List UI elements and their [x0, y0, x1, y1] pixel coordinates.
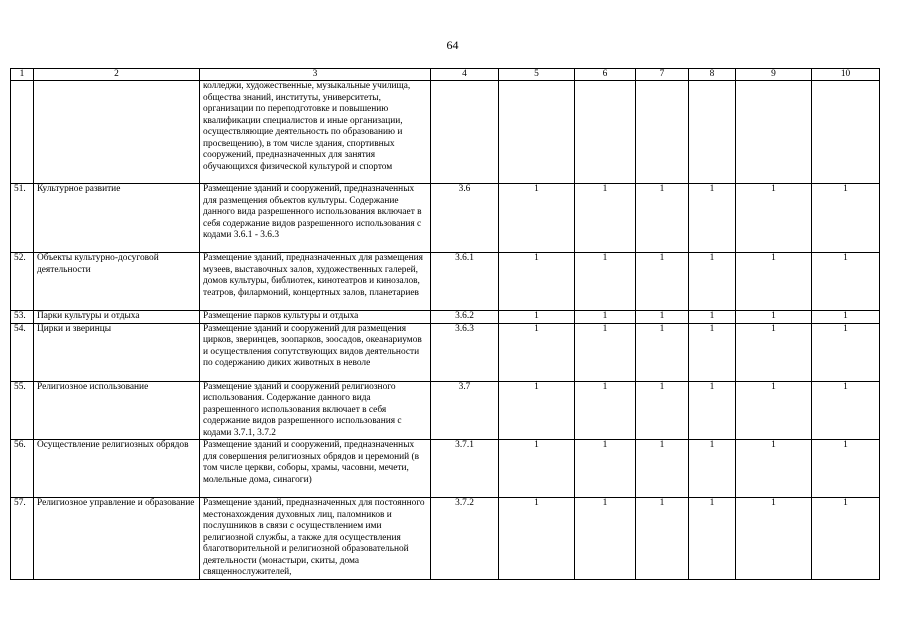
cell-value: 1 [499, 323, 575, 381]
cell-value: 1 [812, 323, 880, 381]
column-header: 6 [575, 69, 636, 81]
cell-name [34, 81, 200, 184]
cell-value: 1 [575, 498, 636, 580]
cell-value: 1 [575, 184, 636, 253]
cell-code: 3.6.1 [431, 253, 499, 311]
page-number: 64 [446, 38, 459, 52]
cell-num: 56. [11, 440, 34, 498]
cell-value: 1 [689, 253, 736, 311]
cell-value: 1 [812, 498, 880, 580]
cell-value: 1 [689, 498, 736, 580]
table-row [11, 184, 880, 253]
cell-value: 1 [499, 311, 575, 324]
header-row [11, 69, 880, 81]
cell-num: 57. [11, 498, 34, 580]
cell-code [431, 81, 499, 184]
cell-description: Размещение зданий и сооружений для размещения цирков, зверинцев, зоопарков, зоосадов, океанариумов и осуществления сопутствующих видов деятельности по содержанию диких животных в неволе [200, 323, 431, 381]
cell-value: 1 [812, 184, 880, 253]
cell-value: 1 [575, 253, 636, 311]
cell-name: Парки культуры и отдыха [34, 311, 200, 324]
cell-value: 1 [499, 184, 575, 253]
table-body [11, 81, 880, 580]
cell-value: 1 [636, 381, 689, 440]
cell-code: 3.7.2 [431, 498, 499, 580]
table-row [11, 311, 880, 324]
cell-code: 3.6.2 [431, 311, 499, 324]
cell-value: 1 [736, 381, 812, 440]
column-header: 1 [11, 69, 34, 81]
cell-description: Размещение зданий и сооружений, предназначенных для совершения религиозных обрядов и церемоний (в том числе церкви, соборы, храмы, часовни, мечети, молельные дома, синагоги) [200, 440, 431, 498]
continuation-row [11, 81, 880, 184]
column-header: 4 [431, 69, 499, 81]
cell-value: 1 [812, 311, 880, 324]
table-row [11, 498, 880, 580]
cell-value: 1 [499, 440, 575, 498]
cell-num: 55. [11, 381, 34, 440]
table-row [11, 440, 880, 498]
table-header [11, 69, 880, 81]
cell-value: 1 [736, 498, 812, 580]
cell-description: Размещение зданий, предназначенных для постоянного местонахождения духовных лиц, паломников и послушников в связи с осуществлением ими религиозной службы, а также для осуществления благотворительной и религиозной образовательной деятельности (монастыри, скиты, дома священнослужителей, [200, 498, 431, 580]
cell-description: Размещение зданий и сооружений, предназначенных для размещения объектов культуры. Содержание данного вида разрешенного использования включает в себя содержание видов разрешенного использования с кодами 3.6.1 - 3.6.3 [200, 184, 431, 253]
cell-value: 1 [636, 184, 689, 253]
cell-value: 1 [736, 323, 812, 381]
cell-value: 1 [812, 253, 880, 311]
cell-description: Размещение парков культуры и отдыха [200, 311, 431, 324]
cell-num: 52. [11, 253, 34, 311]
column-header: 2 [34, 69, 200, 81]
table-row [11, 381, 880, 440]
cell-num: 51. [11, 184, 34, 253]
cell-name: Религиозное управление и образование [34, 498, 200, 580]
cell-name: Религиозное использование [34, 381, 200, 440]
cell-code: 3.7.1 [431, 440, 499, 498]
column-header: 9 [736, 69, 812, 81]
cell-name: Культурное развитие [34, 184, 200, 253]
column-header: 3 [200, 69, 431, 81]
cell-description: Размещение зданий, предназначенных для размещения музеев, выставочных залов, художественных галерей, домов культуры, библиотек, кинотеатров и кинозалов, театров, филармоний, концертных залов, планетариев [200, 253, 431, 311]
cell-value: 1 [575, 440, 636, 498]
cell-value: 1 [636, 498, 689, 580]
cell-value: 1 [736, 311, 812, 324]
cell-description: Размещение зданий и сооружений религиозного использования. Содержание данного вида разрешенного использования включает в себя содержание видов разрешенного использования с кодами 3.7.1, 3.7.2 [200, 381, 431, 440]
land-use-table [10, 68, 880, 580]
cell-value: 1 [499, 498, 575, 580]
cell-value: 1 [689, 323, 736, 381]
cell-value: 1 [689, 184, 736, 253]
cell-code: 3.6.3 [431, 323, 499, 381]
cell-value: 1 [499, 381, 575, 440]
cell-value [689, 81, 736, 184]
cell-value: 1 [736, 253, 812, 311]
cell-value: 1 [636, 440, 689, 498]
cell-value: 1 [812, 440, 880, 498]
cell-value: 1 [499, 253, 575, 311]
cell-value: 1 [689, 311, 736, 324]
cell-value: 1 [636, 253, 689, 311]
cell-value: 1 [812, 381, 880, 440]
cell-value: 1 [575, 323, 636, 381]
cell-value: 1 [736, 184, 812, 253]
cell-value: 1 [636, 311, 689, 324]
cell-value: 1 [736, 440, 812, 498]
cell-value: 1 [689, 440, 736, 498]
column-header: 5 [499, 69, 575, 81]
cell-value [499, 81, 575, 184]
cell-value: 1 [575, 381, 636, 440]
cell-value: 1 [636, 323, 689, 381]
cell-value: 1 [575, 311, 636, 324]
cell-value [636, 81, 689, 184]
table-row [11, 323, 880, 381]
table-row [11, 253, 880, 311]
cell-code: 3.6 [431, 184, 499, 253]
cell-code: 3.7 [431, 381, 499, 440]
cell-num [11, 81, 34, 184]
cell-num: 53. [11, 311, 34, 324]
cell-value [812, 81, 880, 184]
cell-name: Цирки и зверинцы [34, 323, 200, 381]
cell-value [575, 81, 636, 184]
cell-name: Объекты культурно-досуговой деятельности [34, 253, 200, 311]
cell-name: Осуществление религиозных обрядов [34, 440, 200, 498]
column-header: 8 [689, 69, 736, 81]
cell-value: 1 [689, 381, 736, 440]
column-header: 7 [636, 69, 689, 81]
column-header: 10 [812, 69, 880, 81]
cell-description: колледжи, художественные, музыкальные училища, общества знаний, институты, университеты, организации по переподготовке и повышению квалификации специалистов и иные организации, осуществляющие деятельность по образованию и просвещению), в том числе здания, спортивных сооружений, предназначенных для занятия обучающихся физической культурой и спортом [200, 81, 431, 184]
cell-num: 54. [11, 323, 34, 381]
cell-value [736, 81, 812, 184]
